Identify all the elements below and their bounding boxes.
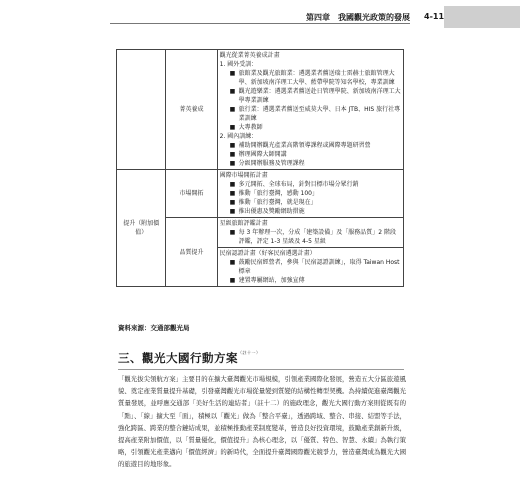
square-bullet-icon: ■ [229, 199, 236, 206]
header-rule [110, 23, 410, 24]
bullet-text: 旅行業：遴選業者薦送至威莫大學、日本 JTB、HIS 旅行社專業訓練 [238, 106, 401, 122]
square-bullet-icon: ■ [229, 142, 236, 149]
chapter-title: 第四章 我國觀光政策的發展 [306, 13, 410, 22]
bullet-item [220, 150, 401, 159]
bullet-item [220, 159, 401, 168]
square-bullet-icon: ■ [229, 124, 236, 131]
thumb-tab [444, 6, 520, 28]
bullet-text: 多元開拓、全球布局，針對目標市場分眾行銷 [238, 181, 359, 188]
square-bullet-icon: ■ [229, 277, 236, 284]
square-bullet-icon: ■ [229, 181, 236, 188]
content-line: 2. 國內訓練： [219, 133, 258, 140]
bullet-text: 辦理國際大師開講 [238, 151, 287, 158]
table-source: 資料來源：交通部觀光局 [118, 324, 190, 332]
bullet-item [220, 276, 401, 285]
bullet-text: 觀光遊樂業：遴選業者薦送赴日管理學院、新加坡南洋理工大學專業訓練 [238, 88, 401, 104]
square-bullet-icon: ■ [229, 88, 236, 95]
table-row [117, 170, 404, 218]
bullet-item [220, 180, 401, 189]
bullet-item [220, 69, 401, 87]
running-header [0, 6, 520, 24]
policy-table [116, 49, 404, 287]
bullet-item [220, 87, 401, 105]
bullet-item [220, 228, 401, 246]
bullet-text: 推出優惠及獎勵網助措施 [238, 208, 305, 215]
square-bullet-icon: ■ [229, 151, 236, 158]
section-title-note: （註十一） [238, 350, 261, 355]
section-cell-empty [117, 50, 166, 170]
section-body: 「觀光拔尖領航方案」主要目的在擴大臺灣觀光市場規模，引領產業國際化發展，營造五大分區旅遊風貌、奠定產業質量提升基礎，引發臺灣觀光市場從量變到質變的結構性轉型契機。為持續促進臺灣觀光質量發展，並呼應交通部「美好生活的連結者」（註十二）的施政理念，觀光大國行動方案則從既有的「點」、「線」擴大至「面」，積極以「觀光」做為「整合平臺」，透過跨域、整合、串接、結盟等手法，強化跨區、跨業的整合鏈結成果，並積極推動產業制度變革，營造良好投資環境，鼓勵產業創新升級，提高產業附加價值，以「質量優化，價值提升」為核心理念，以「優質、特色、智慧、永續」為執行策略，引領觀光產業邁向「價值經濟」的新時代，全面提升臺灣國際觀光競爭力，營造臺灣成為觀光大國的旅遊目的地形象。 [118, 375, 406, 469]
bullet-text: 旅館業及觀光旅館業：遴選業者薦送瑞士雷赫士旅館管理大學、新加坡南洋理工大學、藍帶學院等知名學校，專業訓練 [238, 70, 395, 86]
page-number: 4-11 [424, 12, 445, 21]
section-cell: 提升（附加價值） [117, 170, 166, 287]
subsection-cell: 菁英養成 [166, 50, 217, 170]
section-rule [118, 369, 404, 370]
bullet-item [220, 123, 401, 132]
square-bullet-icon: ■ [229, 70, 236, 77]
content-line: 星級旅館評鑑計畫 [219, 220, 268, 227]
content-cell [217, 218, 403, 287]
bullet-item [220, 198, 401, 207]
content-line: 1. 國外受訓： [219, 61, 258, 68]
content-line: 觀光從業菁英養成計畫 [219, 52, 280, 59]
square-bullet-icon: ■ [229, 190, 236, 197]
bullet-item [220, 105, 401, 123]
square-bullet-icon: ■ [229, 259, 236, 266]
bullet-text: 推動「旅行臺灣，就是現在」 [238, 199, 317, 206]
bullet-item [220, 207, 401, 216]
bullet-item [220, 141, 401, 150]
content-line: 民宿認證計畫（好客民宿遴選計畫） [218, 247, 403, 258]
square-bullet-icon: ■ [229, 229, 236, 236]
bullet-text: 補助開辦觀光產業高階領導課程或國際專題研習營 [238, 142, 371, 149]
square-bullet-icon: ■ [229, 160, 236, 167]
table-row [117, 50, 404, 170]
bullet-item [220, 189, 401, 198]
subsection-cell: 市場開拓 [166, 170, 217, 218]
bullet-text: 建置專屬網站，加強宣傳 [238, 277, 305, 284]
content-cell [217, 50, 403, 170]
section-heading [118, 350, 261, 366]
section-title-text: 三、觀光大國行動方案 [118, 351, 238, 365]
subsection-cell: 品質提升 [166, 218, 217, 287]
square-bullet-icon: ■ [229, 208, 236, 215]
bullet-text: 大專教師 [238, 124, 263, 131]
content-cell [217, 170, 403, 218]
bullet-item [220, 258, 401, 276]
bullet-text: 鼓勵民宿經營者，參與「民宿認證訓練」，取得 Taiwan Host 標章 [238, 259, 400, 275]
bullet-text: 每 3 年辦理一次，分成「建築設備」及「服務品質」2 階段評鑑，評定 1-3 星級及 4-5 星級 [238, 229, 396, 245]
bullet-text: 分級開辦服務及管理課程 [238, 160, 305, 167]
bullet-text: 推動「旅行臺灣，感動 100」 [238, 190, 318, 197]
content-line: 國際市場開拓計畫 [219, 172, 268, 179]
square-bullet-icon: ■ [229, 106, 236, 113]
